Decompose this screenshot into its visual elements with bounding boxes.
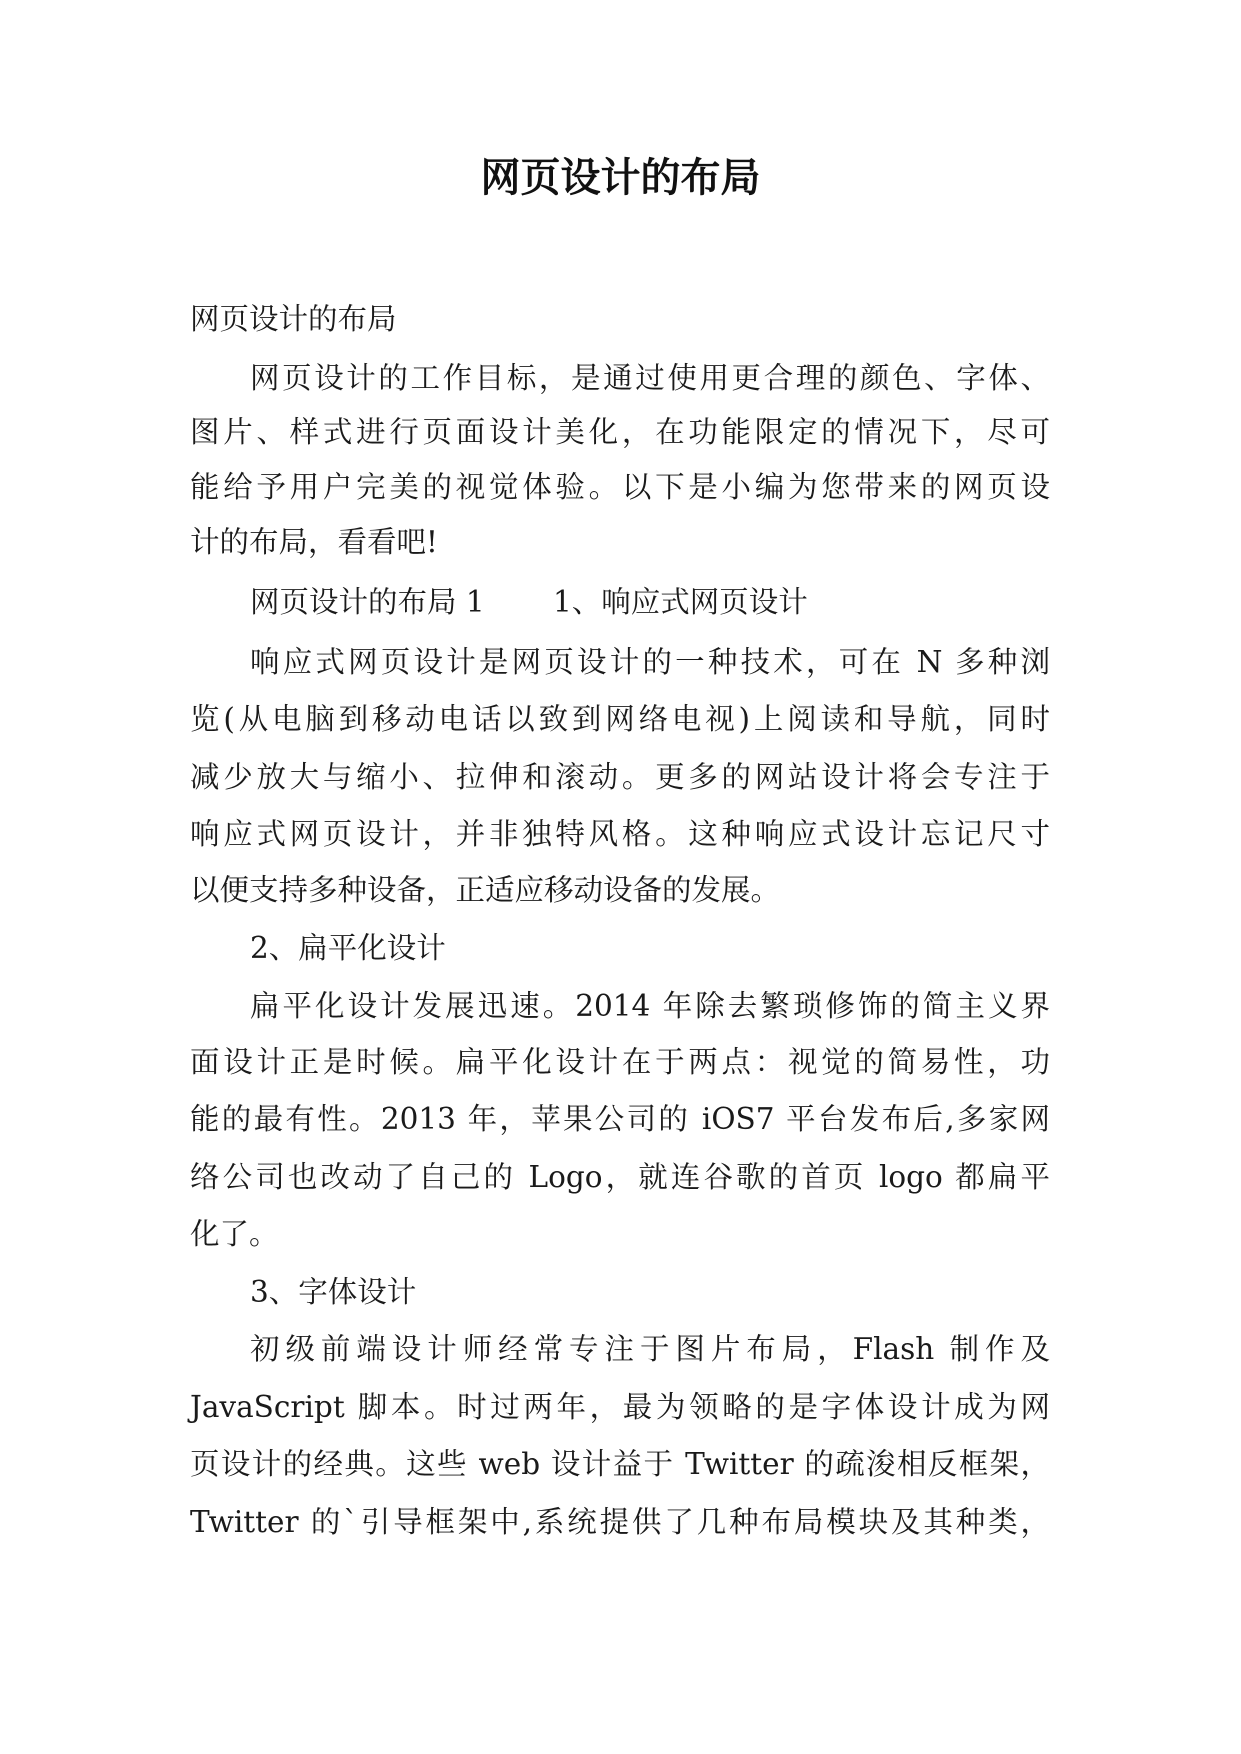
paragraph-line: 览(从电脑到移动电话以致到网络电视)上阅读和导航，同时 — [190, 702, 1050, 736]
paragraph-line: 能的最有性。2013 年，苹果公司的 iOS7 平台发布后,多家网 — [190, 1102, 1050, 1136]
paragraph-line: 化了。 — [190, 1217, 279, 1251]
paragraph-line: 减少放大与缩小、拉伸和滚动。更多的网站设计将会专注于 — [190, 760, 1050, 794]
paragraph-line: 网页设计的工作目标，是通过使用更合理的颜色、字体、 — [250, 361, 1050, 395]
paragraph-line: 以便支持多种设备，正适应移动设备的发展。 — [190, 873, 781, 907]
subheading-line: 2、扁平化设计 — [250, 931, 446, 965]
document-title: 网页设计的布局 — [480, 154, 761, 201]
paragraph-line: 扁平化设计发展迅速。2014 年除去繁琐修饰的简主义界 — [250, 989, 1050, 1023]
subheading-line: 3、字体设计 — [250, 1275, 417, 1309]
paragraph-line: 页设计的经典。这些 web 设计益于 Twitter 的疏浚相反框架， — [190, 1447, 1050, 1481]
paragraph-line: 能给予用户完美的视觉体验。以下是小编为您带来的网页设 — [190, 470, 1050, 504]
paragraph-line: 初级前端设计师经常专注于图片布局，Flash 制作及 — [250, 1332, 1050, 1366]
paragraph-line: 计的布局，看看吧! — [190, 525, 438, 559]
paragraph-line: 响应式网页设计，并非独特风格。这种响应式设计忘记尺寸 — [190, 817, 1050, 851]
paragraph-line: 面设计正是时候。扁平化设计在于两点：视觉的简易性，功 — [190, 1045, 1050, 1079]
paragraph-line: JavaScript 脚本。时过两年，最为领略的是字体设计成为网 — [190, 1390, 1050, 1424]
paragraph-line: 图片、样式进行页面设计美化，在功能限定的情况下，尽可 — [190, 415, 1050, 449]
subheading-line: 网页设计的布局 1 1、响应式网页设计 — [250, 585, 808, 619]
paragraph-line: 络公司也改动了自己的 Logo，就连谷歌的首页 logo 都扁平 — [190, 1160, 1050, 1194]
section-heading: 网页设计的布局 — [190, 302, 397, 336]
paragraph-line: 响应式网页设计是网页设计的一种技术，可在 N 多种浏 — [250, 645, 1050, 679]
paragraph-line: Twitter 的`引导框架中,系统提供了几种布局模块及其种类， — [190, 1505, 1050, 1539]
